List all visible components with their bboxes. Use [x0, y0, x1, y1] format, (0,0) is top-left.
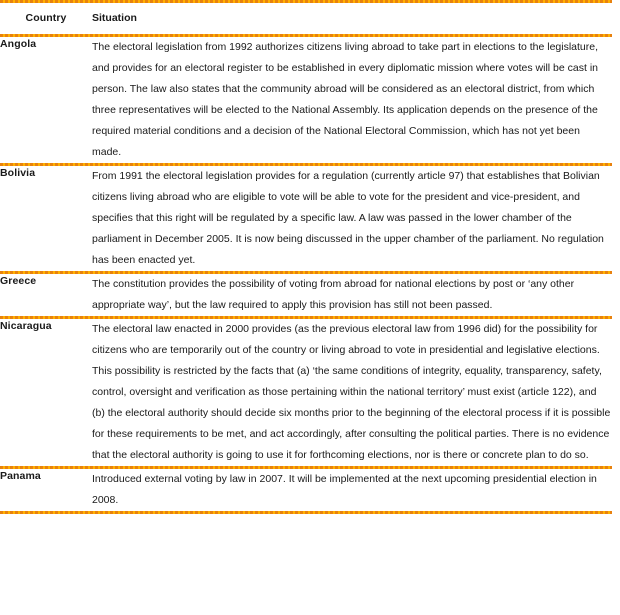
- table-row: [0, 319, 612, 466]
- row-situation-greece: The constitution provides the possibility of voting from abroad for national elections by post or ‘any other appropriate way’, but the law required to apply this provision has still not been passed.: [92, 278, 575, 311]
- external-voting-table: [0, 3, 612, 511]
- row-country-panama: Panama: [0, 470, 41, 482]
- table-row: [0, 469, 612, 511]
- row-situation-bolivia: From 1991 the electoral legislation provides for a regulation (currently article 97) that establishes that Bolivian citizens living abroad who are eligible to vote will be able to vote for the president and vice-president, and specifies that this right will be regulated by a specific law. A law was passed in the lower chamber of the parliament in December 2005. It is now being discussed in the upper chamber of the parliament. No regulation has been enacted yet.: [92, 170, 604, 266]
- row-situation-angola: The electoral legislation from 1992 authorizes citizens living abroad to take part in elections to the legislature, and provides for an electoral register to be established in every diplomatic mission where votes will be cast in person. The law also states that the community abroad will be considered as an electoral district, from which three representatives will be elected to the National Assembly. Its application depends on the presence of the required material conditions and a decision of the National Electoral Commission, which has not yet been made.: [92, 41, 599, 158]
- table-header-row: [0, 3, 612, 34]
- table-row: [0, 37, 612, 163]
- table-bottom-rule: [0, 511, 612, 514]
- column-header-country: Country: [25, 12, 67, 24]
- table-row: [0, 166, 612, 271]
- row-situation-panama: Introduced external voting by law in 2007. It will be implemented at the next upcoming presidential election in 2008.: [92, 473, 597, 506]
- row-country-greece: Greece: [0, 275, 37, 287]
- column-header-situation: Situation: [92, 12, 137, 24]
- table-row: [0, 274, 612, 316]
- row-country-bolivia: Bolivia: [0, 167, 36, 179]
- row-country-nicaragua: Nicaragua: [0, 320, 52, 332]
- row-country-angola: Angola: [0, 38, 37, 50]
- row-situation-nicaragua: The electoral law enacted in 2000 provides (as the previous electoral law from 1996 did) for the possibility for citizens who are temporarily out of the country or living abroad to vote in presidential and legislative elections. This possibility is restricted by the facts that (a) ‘the same conditions of integrity, equality, transparency, safety, control, oversight and verification as those pertaining within the national territory’ must exist (article 122), and (b) the electoral authority should decide six months prior to the beginning of the electoral process if it is possible for these requirements to be met, and act accordingly, after consulting the political parties. There is no evidence that the electoral authority is going to use it for forthcoming elections, nor is there or concrete plan to do so.: [92, 323, 611, 461]
